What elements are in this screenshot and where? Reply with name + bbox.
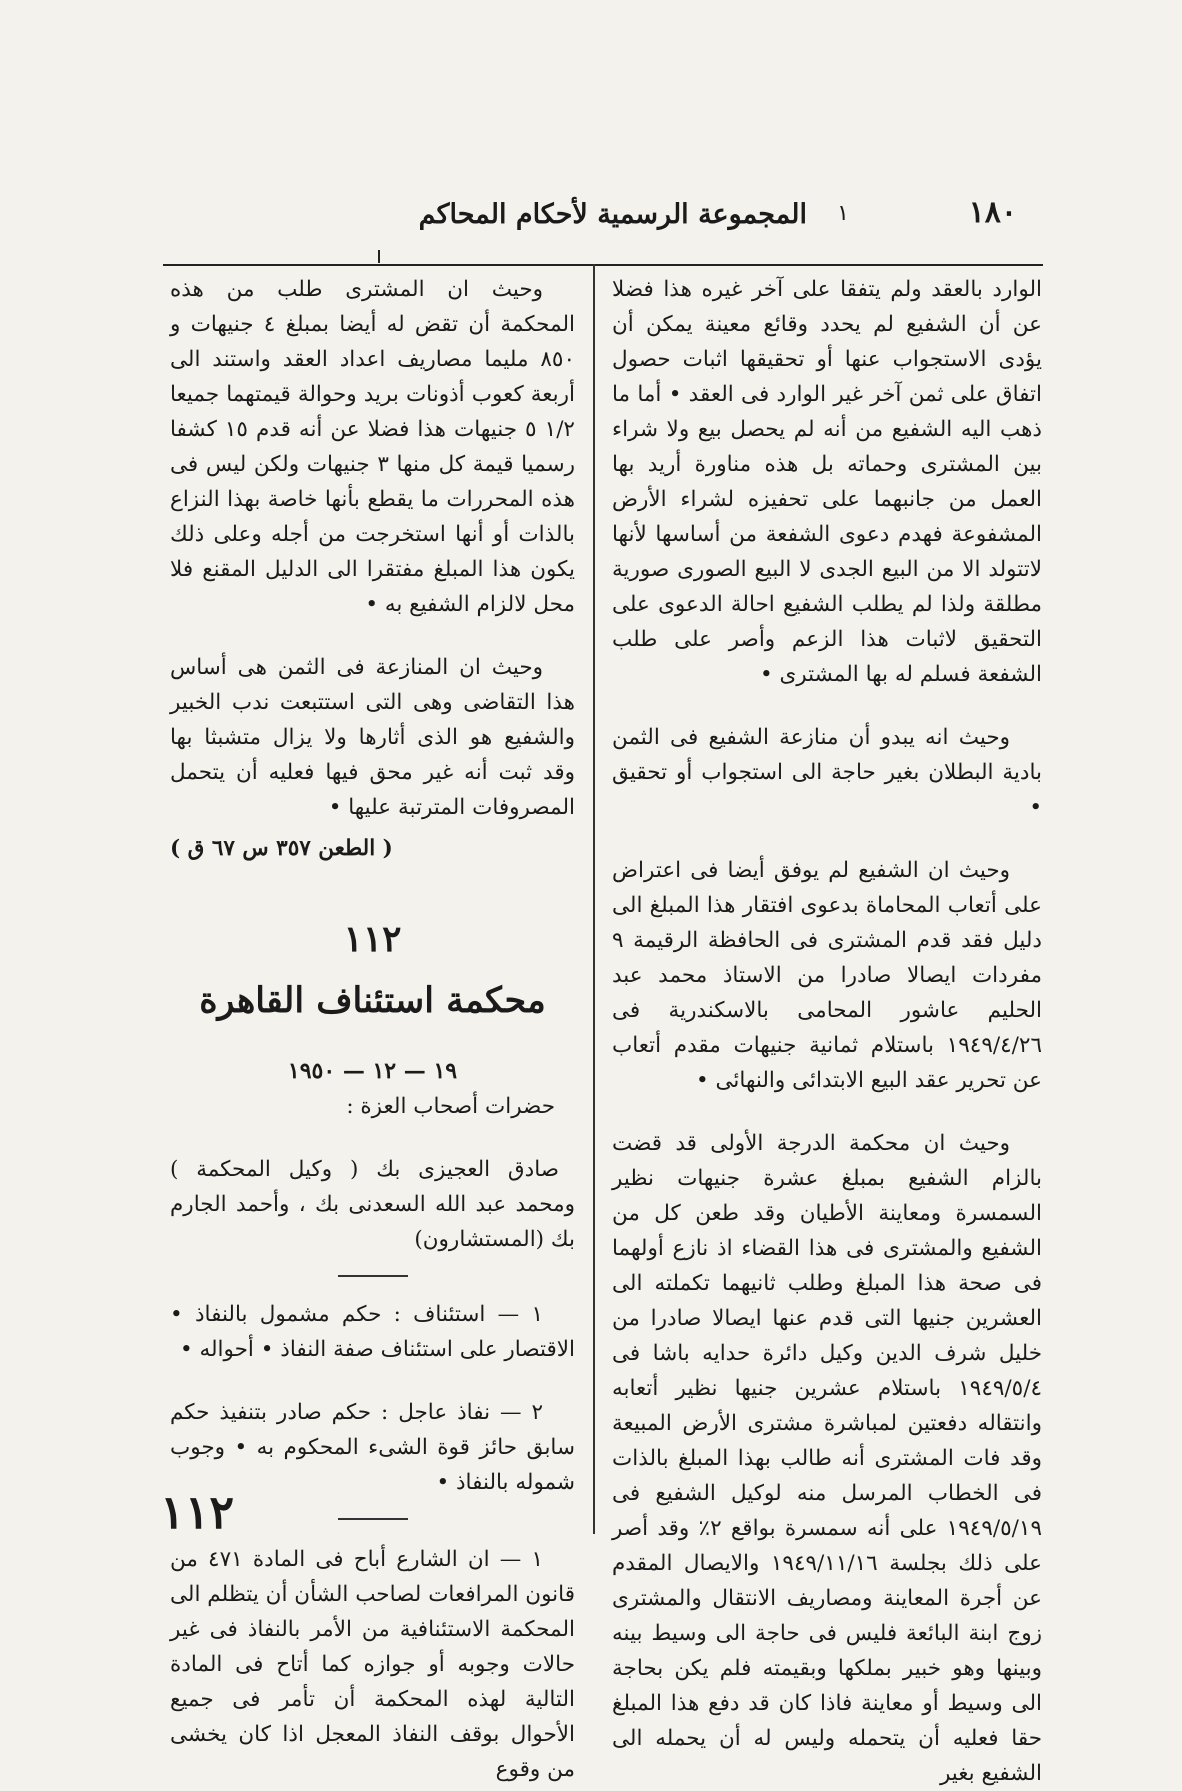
header-tick xyxy=(378,250,380,263)
judgment-date: ١٩ — ١٢ — ١٩٥٠ xyxy=(287,1058,458,1084)
summary-item: ٢ — نفاذ عاجل : حكم صادر بتنفيذ حكم سابق حائز قوة الشىء المحكوم به • وجوب شموله بالنفاذ • xyxy=(170,1400,575,1495)
court-name: محكمة استئناف القاهرة xyxy=(199,980,546,1021)
page-number: ١٨٠ xyxy=(968,195,1017,230)
page-header xyxy=(418,195,1017,245)
right-column xyxy=(612,272,1042,1791)
header-rule xyxy=(163,264,1043,266)
short-rule xyxy=(338,1518,408,1520)
column-divider xyxy=(593,264,595,1534)
paragraph: وحيث انه يبدو أن منازعة الشفيع فى الثمن بادية البطلان بغير حاجة الى استجواب أو تحقيق • xyxy=(612,725,1042,820)
honor-heading: حضرات أصحاب العزة : xyxy=(346,1094,555,1119)
publication-title: المجموعة الرسمية لأحكام المحاكم xyxy=(418,199,807,230)
summary-item: ١ — استئناف : حكم مشمول بالنفاذ • الاقتصار على استئناف صفة النفاذ • أحواله • xyxy=(170,1302,575,1362)
section-number: ١١٢ xyxy=(343,918,402,960)
short-rule xyxy=(338,1275,408,1277)
principle-paragraph: ١ — ان الشارع أباح فى المادة ٤٧١ من قانون المرافعات لصاحب الشأن أن يتظلم الى المحكمة الاستئنافية من الأمر بالنفاذ فى غير حالات وجوبه أو جوازه كما أتاح فى المادة التالية لهذه المحكمة أن تأمر فى جميع الأحوال بوقف النفاذ المعجل اذا كان يخشى من وقوع xyxy=(170,1547,575,1782)
left-column xyxy=(170,272,575,1787)
corner-mark: ١١٢ xyxy=(160,1485,235,1539)
paragraph: وحيث ان المنازعة فى الثمن هى أساس هذا التقاضى وهى التى استتبعت ندب الخبير والشفيع هو الذى أثارها ولا يزال متشبثا بها وقد ثبت أنه غير محق فيها فعليه أن يتحمل المصروفات المترتبة عليها • xyxy=(170,655,575,820)
judges-panel: صادق العجيزى بك ( وكيل المحكمة ) ومحمد عبد الله السعدنى بك ، وأحمد الجارم بك (المستشارون) xyxy=(170,1157,575,1252)
case-reference: ( الطعن ٣٥٧ س ٦٧ ق ) xyxy=(170,836,393,861)
paragraph: الوارد بالعقد ولم يتفقا على آخر غيره هذا فضلا عن أن الشفيع لم يحدد وقائع معينة يمكن أن يؤدى الاستجواب عنها أو تحقيقها اثبات حصول اتفاق على ثمن آخر غير الوارد فى العقد • أما ما ذهب اليه الشفيع من أنه لم يحصل بيع ولا شراء بين المشترى وحماته بل هذه مناورة أريد بها العمل من جانبهما على تحفيزه لشراء الأرض المشفوعة فهدم دعوى الشفعة من أساسها لأنها لاتتولد الا من البيع الجدى لا البيع الصورى صورية مطلقة ولذا لم يطلب الشفيع احالة الدعوى على التحقيق لاثبات هذا الزعم وأصر على طلب الشفعة فسلم له بها المشترى • xyxy=(612,277,1042,687)
paragraph: وحيث ان الشفيع لم يوفق أيضا فى اعتراض على أتعاب المحاماة بدعوى افتقار هذا المبلغ الى دليل فقد قدم المشترى فى الحافظة الرقيمة ٩ مفردات ايصالا صادرا من الاستاذ محمد عبد الحليم عاشور المحامى بالاسكندرية فى ١٩٤٩/٤/٢٦ باستلام ثمانية جنيهات مقدم أتعاب عن تحرير عقد البيع الابتدائى والنهائى • xyxy=(612,858,1042,1093)
paragraph: وحيث ان المشترى طلب من هذه المحكمة أن تقض له أيضا بمبلغ ٤ جنيهات و ٨٥٠ مليما مصاريف اعداد العقد واستند الى أربعة كعوب أذونات بريد وحوالة قيمتهما جميعا ١/٢ ٥ جنيهات هذا فضلا عن أنه قدم ١٥ كشفا رسميا قيمة كل منها ٣ جنيهات ولكن ليس فى هذه المحررات ما يقطع بأنها خاصة بهذا النزاع بالذات أو أنها استخرجت من أجله وعلى ذلك يكون هذا المبلغ مفتقرا الى الدليل المقنع فلا محل لالزام الشفيع به • xyxy=(170,277,575,617)
paragraph: وحيث ان محكمة الدرجة الأولى قد قضت بالزام الشفيع بمبلغ عشرة جنيهات نظير السمسرة ومعاينة الأطيان وقد طعن كل من الشفيع والمشترى فى هذا القضاء اذ نازع أولهما فى صحة هذا المبلغ وطلب ثانيهما تكملته الى العشرين جنيها التى قدم عنها ايصالا صادرا من خليل شرف الدين وكيل دائرة حدايه باشا فى ١٩٤٩/٥/٤ باستلام عشرين جنيها نظير أتعابه وانتقاله دفعتين لمباشرة مشترى الأرض المبيعة وقد فات المشترى أنه طالب بهذا المبلغ بالذات فى الخطاب المرسل منه لوكيل الشفيع فى ١٩٤٩/٥/١٩ على أنه سمسرة بواقع ٢٪ وقد أصر على ذلك بجلسة ١٩٤٩/١١/١٦ والايصال المقدم عن أجرة المعاينة ومصاريف الانتقال والمشترى زوج ابنة البائعة فليس فى حاجة الى وسيط بينه وبينها وهو خبير بملكها وبقيمته فلم يكن بحاجة الى وسيط أو معاينة فاذا كان قد دفع هذا المبلغ حقا فعليه أن يتحمله وليس له أن يحمله الى الشفيع بغير xyxy=(612,1131,1042,1786)
header-separator: ١ xyxy=(837,201,849,226)
